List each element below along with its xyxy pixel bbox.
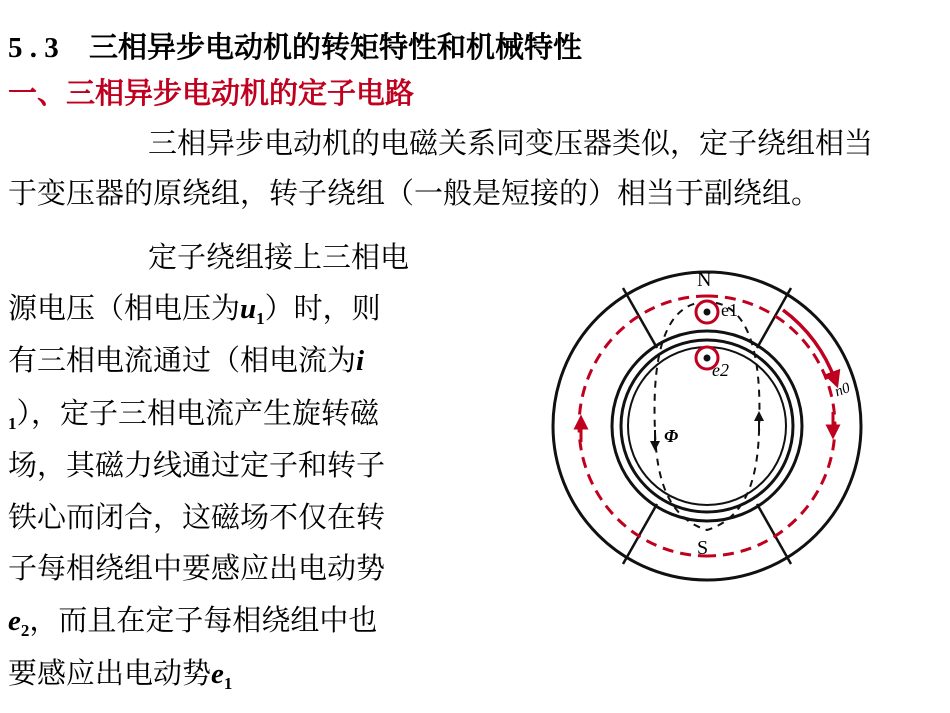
left-line-1: 定子绕组接上三相电 xyxy=(148,240,410,274)
left-line-4 xyxy=(8,396,379,441)
left-line-5: 场，其磁力线通过定子和转子 xyxy=(8,448,386,482)
pole-boundary-line xyxy=(757,288,791,348)
label-e1: e1 xyxy=(721,300,738,320)
subscript-1: 1 xyxy=(8,414,17,433)
intro-line-1: 三相异步电动机的电磁关系同变压器类似，定子绕组相当 xyxy=(148,126,874,160)
intro-line-2: 于变压器的原绕组，转子绕组（一般是短接的）相当于副绕组。 xyxy=(8,176,821,210)
left-line-6: 铁心而闭合，这磁场不仅在转 xyxy=(8,500,386,534)
left-line-8 xyxy=(8,603,377,648)
pole-label-south: S xyxy=(697,537,709,559)
left-line-3-text: 有三相电流通过（相电流为 xyxy=(8,343,357,377)
pole-boundary-line xyxy=(757,504,791,564)
left-line-9 xyxy=(8,656,232,701)
flux-line-right xyxy=(707,296,835,556)
left-line-8-text: ，而且在定子每相绕组中也 xyxy=(29,603,378,637)
label-flux: Φ xyxy=(664,426,679,446)
subsection-title: 一、三相异步电动机的定子电路 xyxy=(8,76,415,110)
pole-boundary-line xyxy=(623,504,657,564)
label-e2: e2 xyxy=(712,360,729,380)
section-heading xyxy=(8,30,582,65)
section-title: 三相异步电动机的转矩特性和机械特性 xyxy=(89,30,583,64)
left-line-7: 子每相绕组中要感应出电动势 xyxy=(8,551,386,585)
left-line-2-tail: ）时，则 xyxy=(264,291,381,325)
label-speed: n0 xyxy=(832,380,853,401)
left-line-2 xyxy=(8,291,381,336)
pole-label-north: N xyxy=(697,269,712,291)
conductor-dot-icon xyxy=(704,309,711,316)
motor-magnetic-field-diagram xyxy=(545,262,915,592)
flux-line-left xyxy=(579,296,707,556)
subscript-1: 1 xyxy=(256,309,265,328)
section-number: 5 . 3 xyxy=(8,32,59,64)
pole-boundary-line xyxy=(623,288,657,348)
symbol-e: e xyxy=(8,605,21,637)
rotation-arrow xyxy=(783,310,835,380)
left-line-3 xyxy=(8,343,364,378)
subscript-1: 1 xyxy=(223,674,233,693)
rotor-inner-circle xyxy=(628,347,786,505)
symbol-e: e xyxy=(211,658,224,690)
left-line-2-text: 源电压（相电压为 xyxy=(8,291,241,325)
conductor-dot-icon xyxy=(704,355,711,362)
symbol-i: i xyxy=(356,345,365,377)
symbol-u: u xyxy=(240,293,257,325)
subscript-2: 2 xyxy=(20,621,30,640)
left-line-4-text: ），定子三相电流产生旋转磁 xyxy=(16,396,380,430)
left-line-9-text: 要感应出电动势 xyxy=(8,656,212,690)
